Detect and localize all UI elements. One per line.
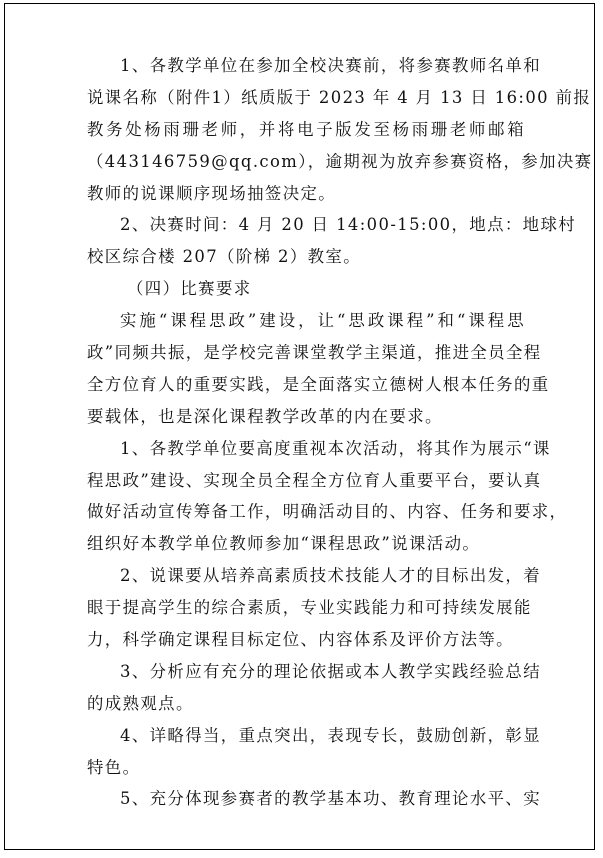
- text-line: 4、详略得当，重点突出，表现专长，鼓励创新，彰显: [120, 725, 542, 745]
- text-line: 组织好本教学单位教师参加“课程思政”说课活动。: [87, 534, 481, 554]
- text-line: 教务处杨雨珊老师，并将电子版发至杨雨珊老师邮箱: [87, 119, 525, 139]
- paragraph-requirement-2: [87, 560, 542, 656]
- paragraph-ideological-course-intro: [87, 305, 550, 433]
- paragraph-final-time-location: [87, 209, 577, 273]
- document-body: [87, 50, 593, 815]
- text-line: 实施“课程思政”建设，让“思政课程”和“课程思: [120, 311, 525, 331]
- text-line: 5、充分体现参赛者的教学基本功、教育理论水平、实: [120, 789, 542, 809]
- document-page: [4, 3, 595, 850]
- text-line: 的成熟观点。: [87, 693, 194, 713]
- text-line: 政”同频共振，是学校完善课堂教学主渠道，推进全员全程: [87, 343, 542, 363]
- paragraph-requirement-3: [87, 656, 542, 720]
- paragraph-requirement-5: [87, 783, 542, 815]
- text-line: 说课名称（附件1）纸质版于 2023 年 4 月 13 日 16:00 前报: [87, 87, 592, 107]
- text-line: 特色。: [87, 757, 141, 777]
- text-line: 眼于提高学生的综合素质，专业实践能力和可持续发展能: [87, 598, 532, 618]
- text-line: 2、决赛时间：4 月 20 日 14:00-15:00，地点：地球村: [120, 215, 577, 235]
- paragraph-requirement-4: [87, 720, 542, 784]
- text-line: 全方位育人的重要实践，是全面落实立德树人根本任务的重: [87, 374, 550, 394]
- text-line: 力，科学确定课程目标定位、内容体系及评价方法等。: [87, 630, 514, 650]
- text-line: 程思政”建设、实现全员全程全方位育人重要平台，要认真: [87, 470, 542, 490]
- text-line: 要载体，也是深化课程教学改革的内在要求。: [87, 406, 443, 426]
- text-line: 2、说课要从培养高素质技术技能人才的目标出发，着: [120, 566, 542, 586]
- text-line: 1、各教学单位在参加全校决赛前，将参赛教师名单和: [120, 56, 542, 75]
- paragraph-submission-requirements: [87, 50, 593, 209]
- section-heading: （四）比赛要求: [127, 279, 252, 299]
- paragraph-requirement-1: [87, 433, 568, 561]
- text-line: 教师的说课顺序现场抽签决定。: [87, 183, 337, 203]
- text-line: 做好活动宣传筹备工作，明确活动目的、内容、任务和要求，: [87, 502, 568, 522]
- section-heading-competition-requirements: [87, 273, 525, 305]
- text-line: 3、分析应有充分的理论依据或本人教学实践经验总结: [120, 661, 542, 681]
- text-line: 校区综合楼 207（阶梯 2）教室。: [87, 247, 362, 267]
- text-line: （443146759@qq.com），逾期视为放弃参赛资格，参加决赛: [87, 151, 593, 171]
- text-line: 1、各教学单位要高度重视本次活动，将其作为展示“课: [120, 438, 551, 458]
